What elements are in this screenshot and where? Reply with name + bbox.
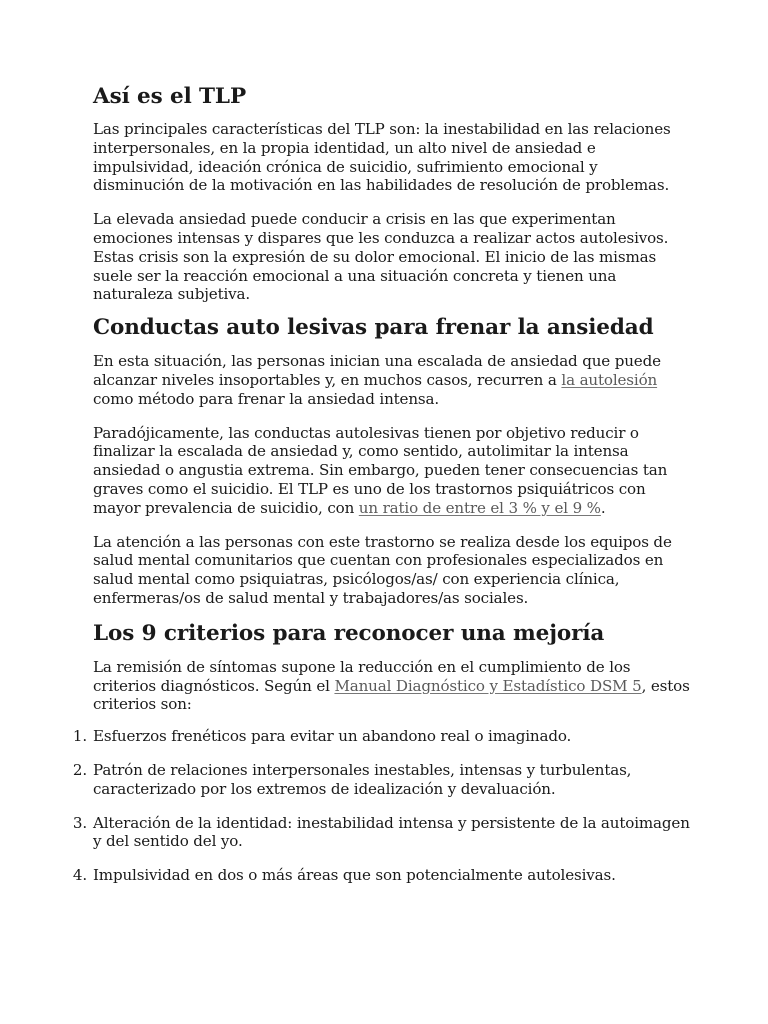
list-item-text: Alteración de la identidad: inestabilidad intensa y persistente de la autoimagen y del sentido del yo. <box>93 813 690 851</box>
suicide-ratio-link[interactable]: un ratio de entre el 3 % y el 9 % <box>358 498 601 517</box>
list-item-text: Esfuerzos frenéticos para evitar un abandono real o imaginado. <box>93 727 572 746</box>
dsm5-link[interactable]: Manual Diagnóstico y Estadístico DSM 5 <box>334 676 642 695</box>
paragraph-conductas-1 <box>93 352 693 408</box>
autolesion-link[interactable]: la autolesión <box>561 370 658 389</box>
list-item-text: Impulsividad en dos o más áreas que son potencialmente autolesivas. <box>93 866 616 885</box>
criteria-list-item <box>72 727 693 746</box>
paragraph-criterios-1 <box>93 658 693 714</box>
section-heading-tlp: Así es el TLP <box>93 84 247 109</box>
list-item-number: 2. <box>72 760 87 779</box>
paragraph-tlp-2: La elevada ansiedad puede conducir a crisis en las que experimentan emociones intensas y dispares que les conduzca a realizar actos autolesivos. Estas crisis son la expresión de su dolor emocional. El inicio de las mismas suele ser la reacción emocional a una situación concreta y tienen una naturaleza subjetiva. <box>93 210 669 304</box>
list-item-number: 3. <box>72 813 87 832</box>
list-item-text: Patrón de relaciones interpersonales inestables, intensas y turbulentas, caracterizado por los extremos de idealización y devaluación. <box>93 760 632 798</box>
paragraph-text: como método para frenar la ansiedad intensa. <box>93 389 440 408</box>
paragraph-text: . <box>600 498 606 517</box>
paragraph-text: La remisión de síntomas supone la reducción en el cumplimiento de los criterios diagnósticos. Según el <box>93 657 631 695</box>
article-body <box>72 82 693 900</box>
list-item-number: 4. <box>72 866 87 885</box>
paragraph-text: , estos criterios son: <box>93 676 690 714</box>
criteria-list <box>72 727 693 885</box>
paragraph-text: Paradójicamente, las conductas autolesivas tienen por objetivo reducir o finalizar la escalada de ansiedad y, como sentido, autolimitar la intensa ansiedad o angustia extrema. Sin embargo, pueden tener consecuencias tan graves como el suicidio. El TLP es uno de los trastornos psiquiátricos con mayor prevalencia de suicidio, con <box>93 423 668 517</box>
criteria-list-item <box>72 760 693 799</box>
criteria-list-item <box>72 813 693 852</box>
section-heading-criterios: Los 9 criterios para reconocer una mejoría <box>93 620 605 646</box>
section-heading-conductas: Conductas auto lesivas para frenar la ansiedad <box>93 315 654 341</box>
criteria-list-item <box>72 866 693 885</box>
paragraph-conductas-2 <box>93 424 693 518</box>
paragraph-text: En esta situación, las personas inician una escalada de ansiedad que puede alcanzar niveles insoportables y, en muchos casos, recurren a <box>93 352 661 389</box>
list-item-number: 1. <box>72 727 87 746</box>
paragraph-conductas-3: La atención a las personas con este trastorno se realiza desde los equipos de salud mental comunitarios que cuentan con profesionales especializados en salud mental como psiquiatras, psicólogos/as/ con experiencia clínica, enfermeras/os de salud mental y trabajadores/as sociales. <box>93 532 672 607</box>
paragraph-tlp-1: Las principales características del TLP son: la inestabilidad en las relaciones interpersonales, en la propia identidad, un alto nivel de ansiedad e impulsividad, ideación crónica de suicidio, sufrimiento emocional y disminución de la motivación en las habilidades de resolución de problemas. <box>93 120 671 195</box>
